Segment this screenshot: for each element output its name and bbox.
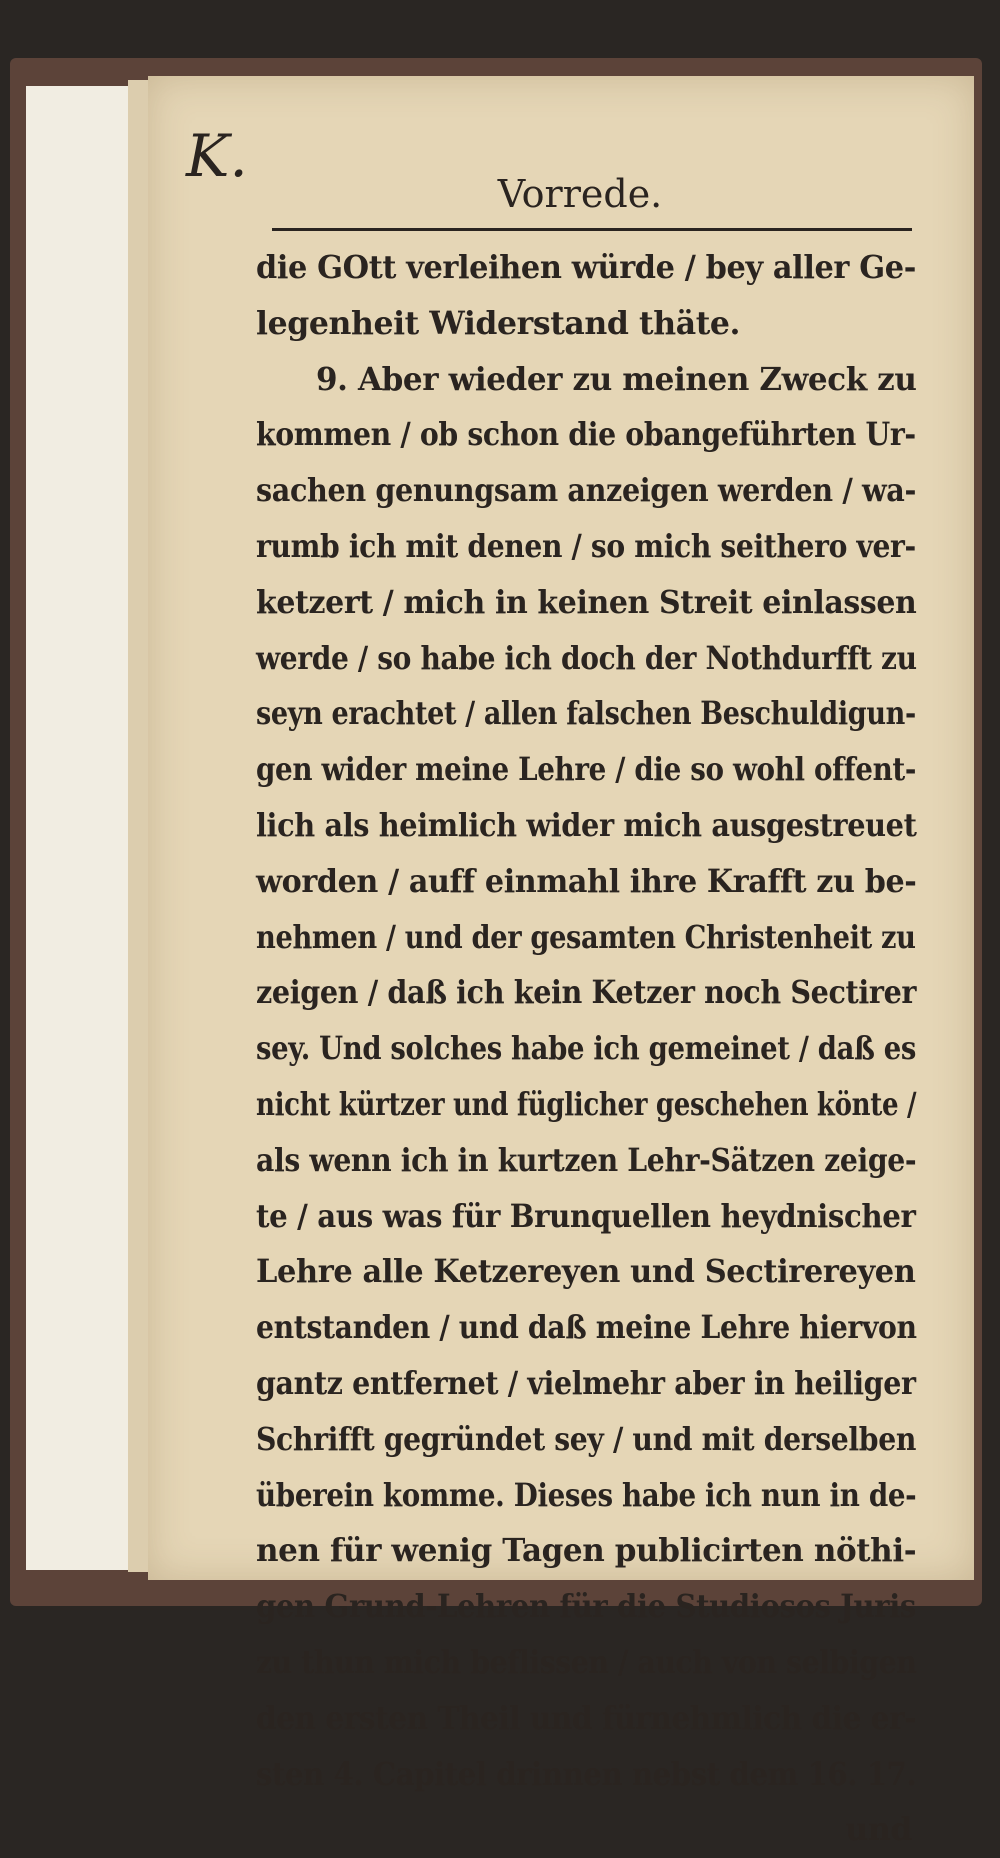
text-line: nehmen / und der gesamten Christenheit zu <box>256 918 916 956</box>
text-line: zu thun mich beflissen / auch von selbigen <box>256 1643 917 1681</box>
text-line: als wenn ich in kurtzen Lehr-Sätzen zeige- <box>256 1141 917 1179</box>
running-head: Vorrede. <box>497 172 663 216</box>
text-line: gen wider meine Lehre / die so wohl offent- <box>256 751 917 789</box>
text-line: gen Grund-Lehren für die Studiosos Juris <box>256 1588 916 1626</box>
body-text <box>256 240 916 1858</box>
text-line: rumb ich mit denen / so mich seithero ver- <box>256 527 916 565</box>
book-page <box>148 76 974 1849</box>
text-line: entstanden / und daß meine Lehre hiervon <box>256 1309 917 1347</box>
header-rule <box>272 228 912 231</box>
text-line: seyn erachtet / allen falschen Beschuldigun- <box>256 695 916 733</box>
text-line: kommen / ob schon die obangeführten Ur- <box>256 416 916 454</box>
text-line: nen für wenig Tagen publicirten nöthi- <box>256 1532 917 1570</box>
text-line: worden / auff einmahl ihre Krafft zu be- <box>256 862 917 900</box>
text-line: den ersten Theil und fürnehmlich die er- <box>256 1699 917 1737</box>
text-line: te / aus was für Brunquellen heydnischer <box>256 1197 916 1235</box>
text-line: die GOtt verleihen würde / bey aller Ge- <box>256 249 916 286</box>
text-line: Lehre alle Ketzereyen und Sectirereyen <box>256 1253 916 1291</box>
text-line: nicht kürtzer und füglicher geschehen könte / <box>256 1085 917 1123</box>
text-line: zeigen / daß ich kein Ketzer noch Sectirer <box>256 974 917 1012</box>
paragraph-start-line: 9. Aber wieder zu meinen Zweck zu <box>316 360 917 398</box>
text-line: überein komme. Dieses habe ich nun in de- <box>256 1476 917 1514</box>
text-line: Schrifft gegründet sey / und mit derselben <box>256 1420 917 1458</box>
text-line: lich als heimlich wider mich ausgestreuet <box>256 806 917 844</box>
text-line: sachen genungsam anzeigen werden / wa- <box>256 472 917 510</box>
catchword: und <box>845 1811 912 1849</box>
signature-mark: K. <box>186 122 248 190</box>
text-line: gantz entfernet / vielmehr aber in heiliger <box>256 1364 916 1402</box>
text-line: sey. Und solches habe ich gemeinet / daß es <box>256 1030 917 1068</box>
text-line: ketzert / mich in keinen Streit einlassen <box>256 583 917 621</box>
text-line: sten 4. Capitel drinnen nebst dem 16. 17. <box>256 1755 917 1793</box>
text-line: werde / so habe ich doch der Nothdurfft zu <box>256 639 917 677</box>
text-line: legenheit Widerstand thäte. <box>256 304 741 342</box>
